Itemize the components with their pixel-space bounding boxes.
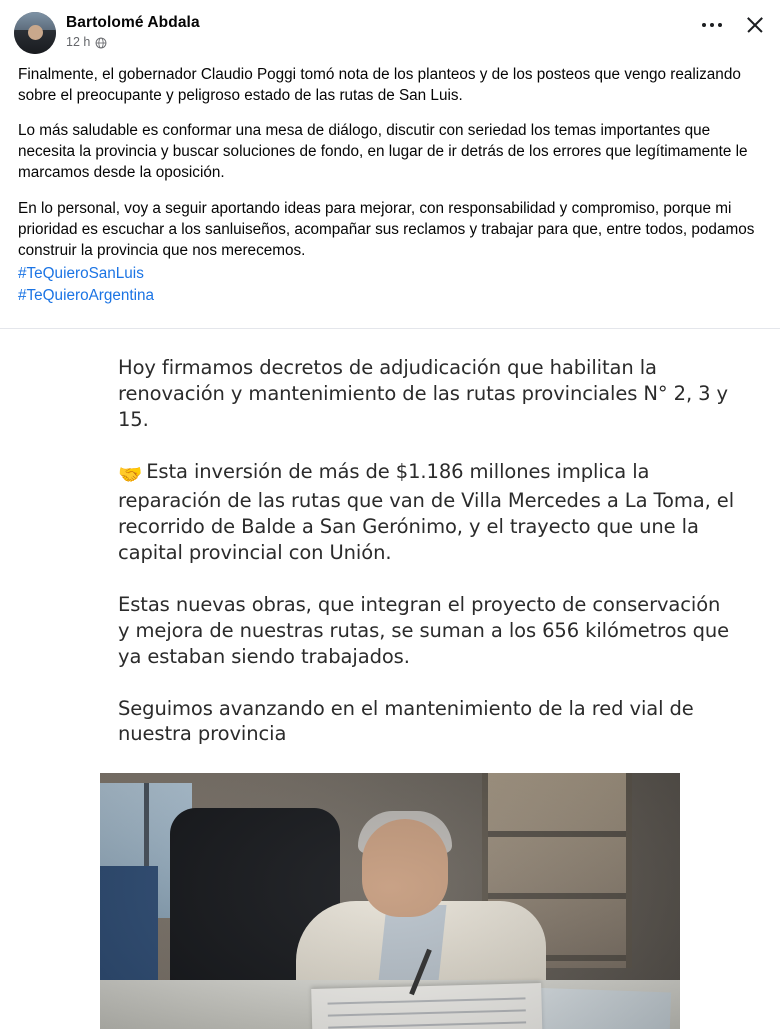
hashtag-link[interactable]: #TeQuieroArgentina — [18, 286, 155, 304]
photo-vignette — [100, 773, 680, 1029]
attachment-paragraph: Seguimos avanzando en el mantenimiento de la red vial de nuestra provincia — [118, 696, 694, 746]
post-timestamp[interactable]: 12 h — [66, 35, 91, 50]
attachment-paragraph: Hoy firmamos decretos de adjudicación que habilitan la renovación y mantenimiento de las rutas provinciales N° 2, 3 y 15. — [118, 356, 728, 432]
attachment-photo[interactable] — [100, 773, 680, 1029]
post-paragraph: En lo personal, voy a seguir aportando ideas para mejorar, con responsabilidad y compromiso, porque mi prioridad es escuchar a los sanluiseños, acompañar sus reclamos y trabajar para que, entre todos, podamos construir la provincia que nos merecemos. — [18, 199, 755, 259]
attachment-paragraph: Estas nuevas obras, que integran el proyecto de conservación y mejora de nuestras rutas, se suman a los 656 kilómetros que ya estaban siendo trabajados. — [118, 592, 730, 668]
post-attachment-image[interactable] — [0, 328, 780, 1029]
handshake-icon: 🤝 — [118, 463, 143, 487]
post-paragraph: Finalmente, el gobernador Claudio Poggi tomó nota de los planteos y de los posteos que vengo realizando sobre el preocupante y peligroso estado de las rutas de San Luis. — [18, 66, 741, 105]
post-meta — [66, 35, 200, 51]
avatar-face — [28, 25, 43, 40]
attachment-paragraph: Esta inversión de más de $1.186 millones implica la reparación de las rutas que van de Villa Mercedes a La Toma, el recorrido de Balde a San Gerónimo, y el trayecto que une la capital provincial con Unión. — [118, 460, 735, 564]
post-author-block — [66, 12, 200, 51]
attachment-text-block — [0, 355, 780, 747]
attachment-paragraph-with-emoji — [118, 459, 734, 566]
post-author-name[interactable]: Bartolomé Abdala — [66, 14, 200, 31]
post-paragraph: Lo más saludable es conformar una mesa de diálogo, discutir con seriedad los temas importantes que necesita la provincia y buscar soluciones de fondo, en lugar de ir detrás de los errores que legítimamente le marcamos desde la oposición. — [18, 122, 748, 182]
close-icon[interactable] — [744, 14, 766, 36]
globe-icon — [95, 37, 107, 49]
post-body — [0, 58, 780, 316]
post-header-actions — [698, 14, 767, 36]
post-hashtags — [18, 263, 764, 306]
hashtag-link[interactable]: #TeQuieroSanLuis — [18, 264, 144, 282]
avatar[interactable] — [14, 12, 56, 54]
post-header — [0, 0, 780, 58]
more-options-icon[interactable] — [698, 19, 727, 32]
